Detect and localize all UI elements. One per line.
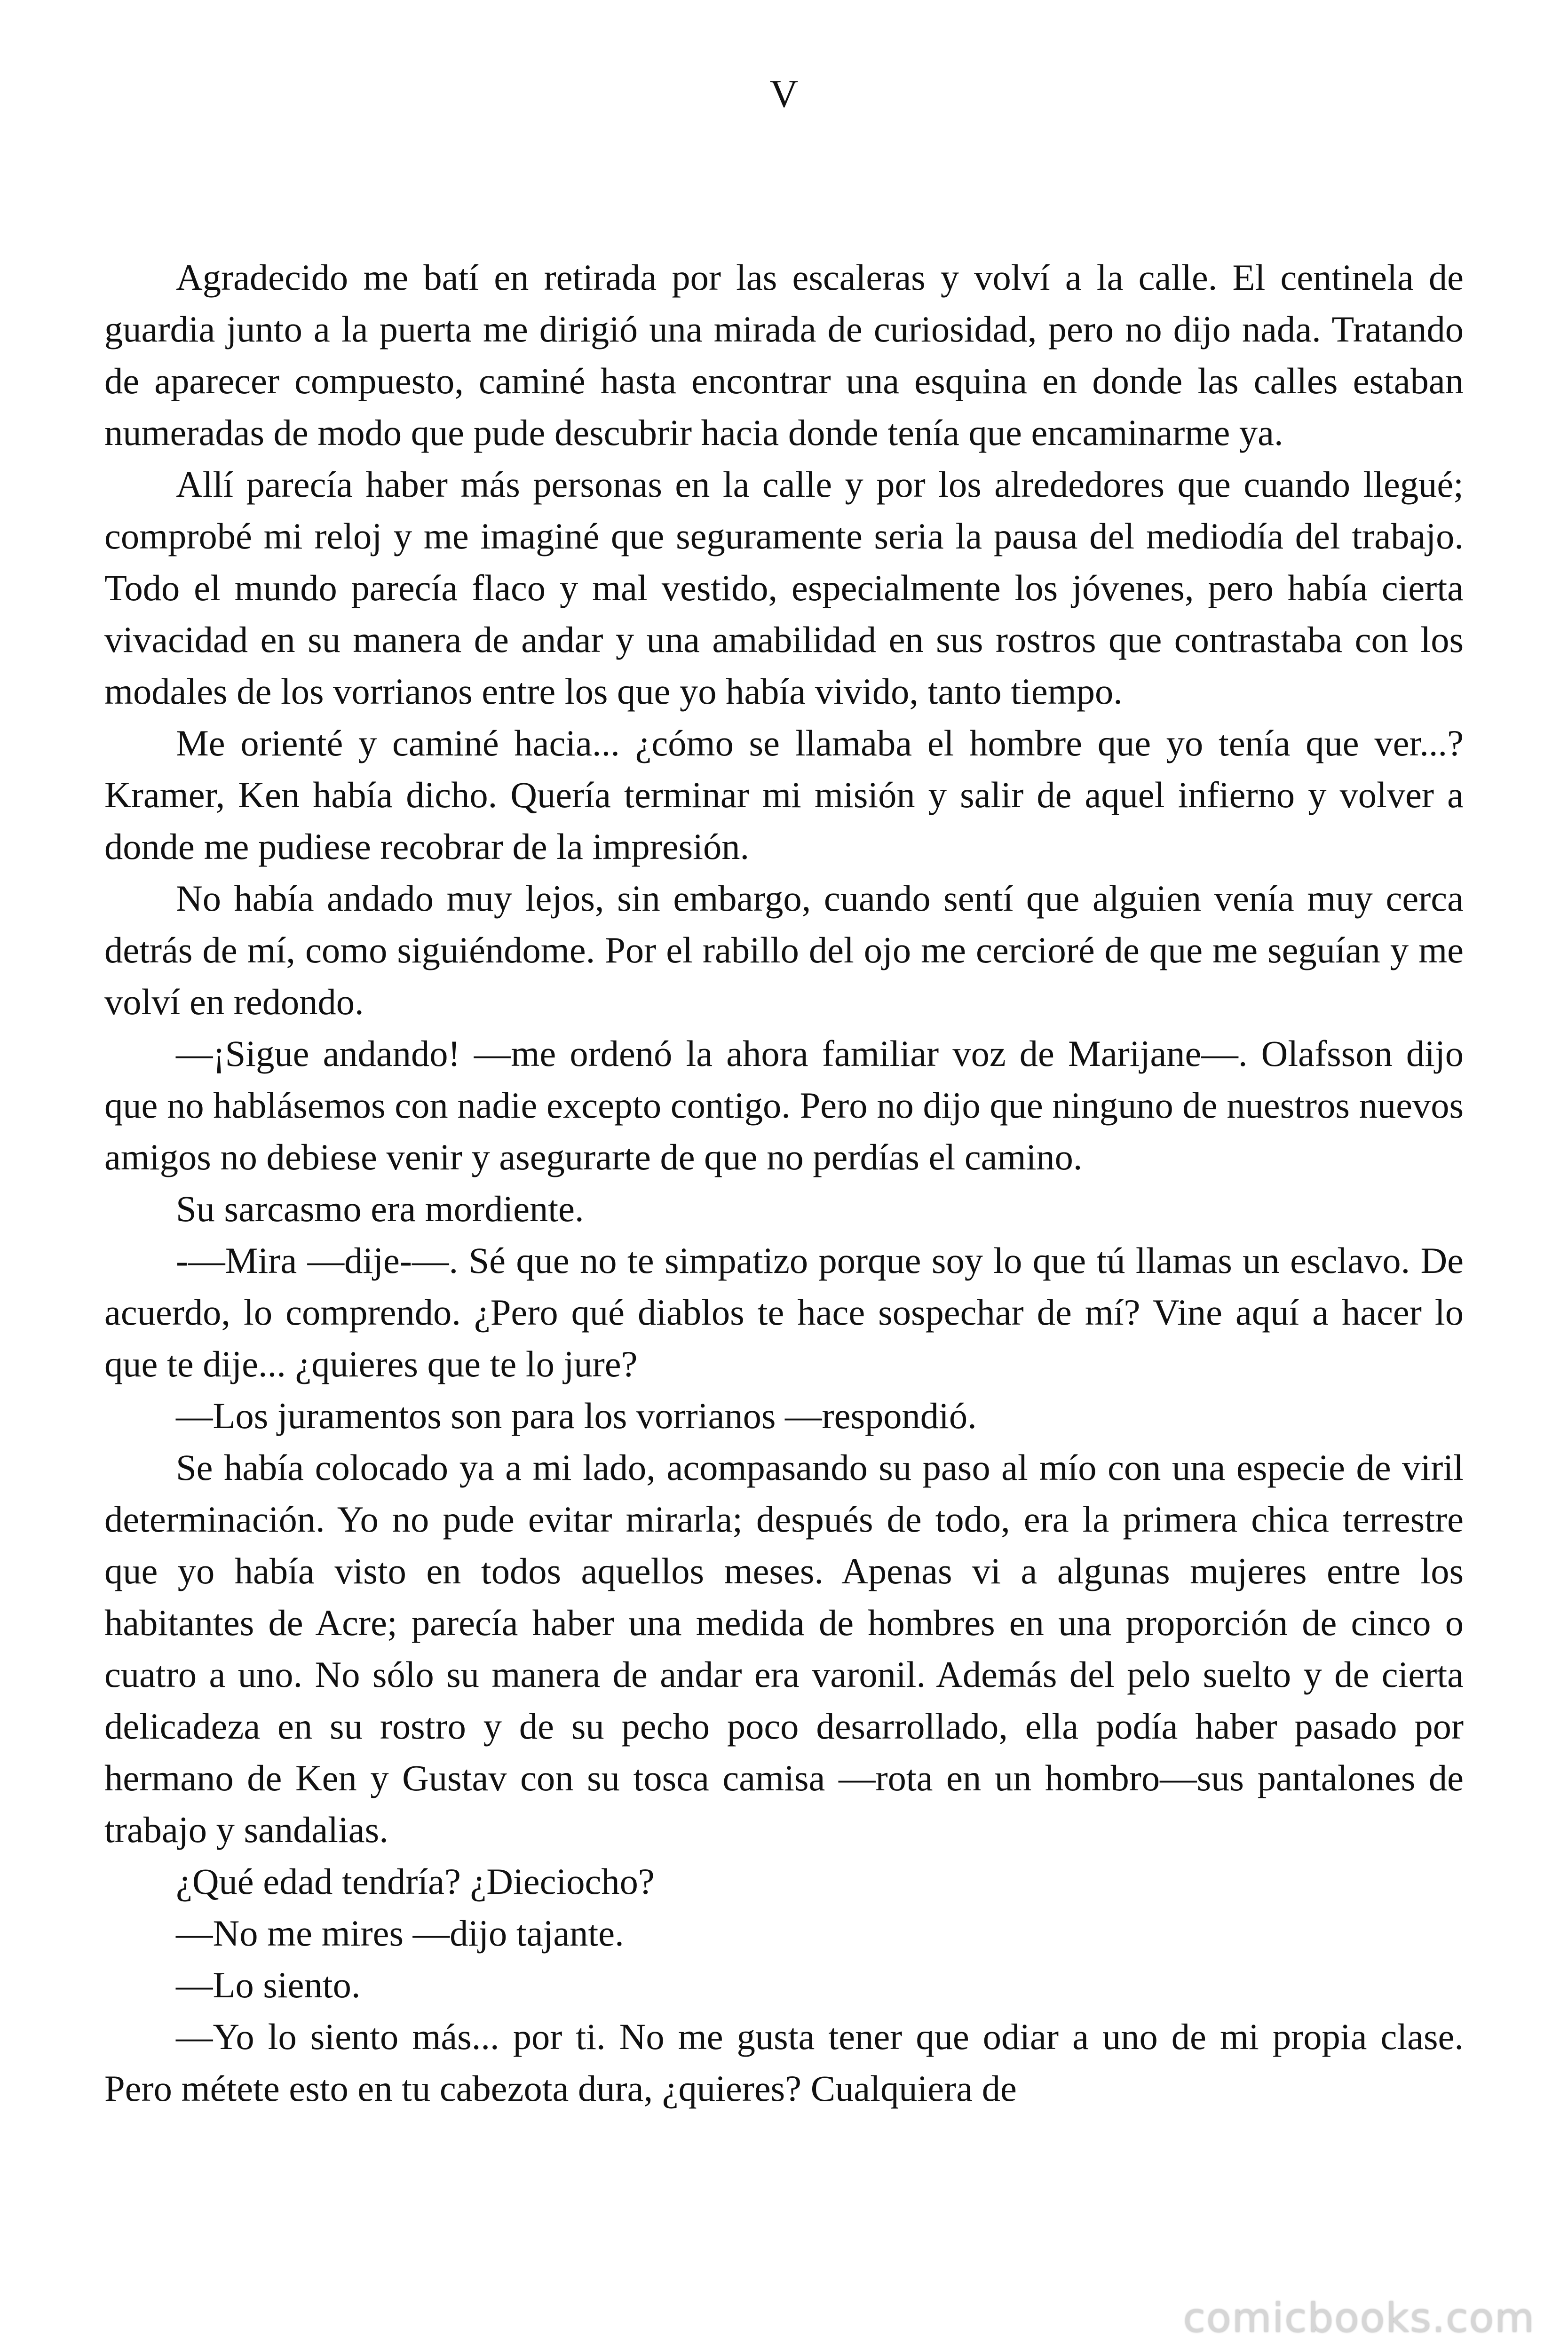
- paragraph: —Yo lo siento más... por ti. No me gusta tener que odiar a uno de mi propia clase. Pero métete esto en tu cabezota dura, ¿quieres? Cualquiera de: [104, 2016, 1464, 2109]
- paragraph: Me orienté y caminé hacia... ¿cómo se llamaba el hombre que yo tenía que ver...? Kramer, Ken había dicho. Quería terminar mi misión y salir de aquel infierno y volver a donde me pudiese recobrar de la impresión.: [104, 723, 1464, 867]
- paragraph: Allí parecía haber más personas en la calle y por los alrededores que cuando llegué; comprobé mi reloj y me imaginé que seguramente seria la pausa del mediodía del trabajo. Todo el mundo parecía flaco y mal vestido, especialmente los jóvenes, pero había cierta vivacidad en su manera de andar y una amabilidad en sus rostros que contrastaba con los modales de los vorrianos entre los que yo había vivido, tanto tiempo.: [104, 464, 1464, 712]
- paragraph: -—Mira —dije-—. Sé que no te simpatizo porque soy lo que tú llamas un esclavo. De acuerdo, lo comprendo. ¿Pero qué diablos te hace sospechar de mí? Vine aquí a hacer lo que te dije... ¿quieres que te lo jure?: [104, 1240, 1464, 1384]
- paragraph: No había andado muy lejos, sin embargo, cuando sentí que alguien venía muy cerca detrás de mí, como siguiéndome. Por el rabillo del ojo me cercioré de que me seguían y me volví en redondo.: [104, 878, 1464, 1022]
- paragraph: ¿Qué edad tendría? ¿Dieciocho?: [176, 1861, 655, 1902]
- paragraph: Su sarcasmo era mordiente.: [176, 1188, 584, 1229]
- paragraph: —¡Sigue andando! —me ordenó la ahora familiar voz de Marijane—. Olafsson dijo que no hablásemos con nadie excepto contigo. Pero no dijo que ninguno de nuestros nuevos amigos no debiese venir y asegurarte de que no perdías el camino.: [104, 1033, 1464, 1177]
- paragraph: —Los juramentos son para los vorrianos —respondió.: [176, 1395, 977, 1436]
- watermark-logo: comicbooks.com: [1183, 2295, 1535, 2342]
- paragraph: —No me mires —dijo tajante.: [176, 1913, 624, 1954]
- chapter-heading: V: [769, 72, 799, 116]
- paragraph: —Lo siento.: [176, 1964, 361, 2005]
- chapter-body: [104, 252, 1464, 2114]
- paragraph: Se había colocado ya a mi lado, acompasando su paso al mío con una especie de viril determinación. Yo no pude evitar mirarla; después de todo, era la primera chica terrestre que yo había visto en todos aquellos meses. Apenas vi a algunas mujeres entre los habitantes de Acre; parecía haber una medida de hombres en una proporción de cinco o cuatro a uno. No sólo su manera de andar era varonil. Además del pelo suelto y de cierta delicadeza en su rostro y de su pecho poco desarrollado, ella podía haber pasado por hermano de Ken y Gustav con su tosca camisa —rota en un hombro—sus pantalones de trabajo y sandalias.: [104, 1447, 1464, 1850]
- paragraph: Agradecido me batí en retirada por las escaleras y volví a la calle. El centinela de guardia junto a la puerta me dirigió una mirada de curiosidad, pero no dijo nada. Tratando de aparecer compuesto, caminé hasta encontrar una esquina en donde las calles estaban numeradas de modo que pude descubrir hacia donde tenía que encaminarme ya.: [104, 257, 1464, 453]
